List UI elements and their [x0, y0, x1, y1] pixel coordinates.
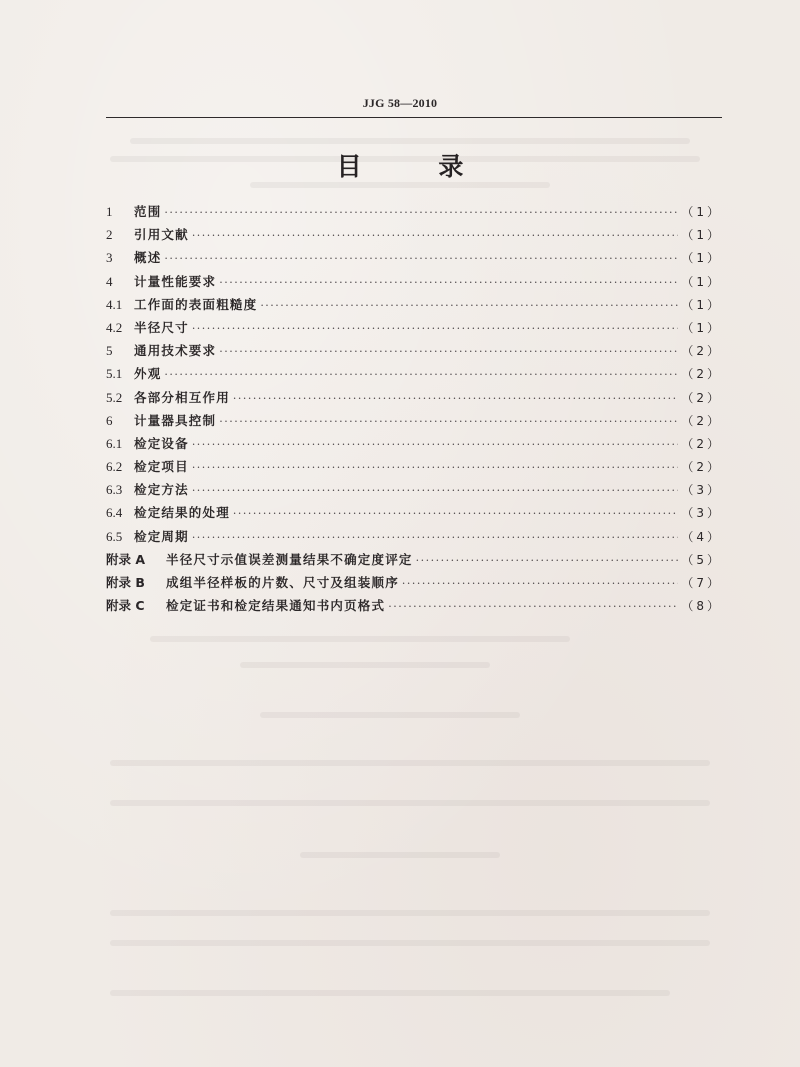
toc-entry[interactable]	[106, 455, 722, 478]
toc-entry-number: 1	[106, 204, 113, 219]
table-of-contents	[106, 200, 722, 617]
toc-entry-page: （2）	[681, 344, 722, 359]
toc-entry-number: 4	[106, 273, 113, 289]
header-rule	[106, 117, 722, 118]
toc-entry-label: 成组半径样板的片数、尺寸及组装顺序	[166, 575, 399, 590]
toc-leader-dots	[192, 224, 679, 247]
toc-entry-number: 6	[106, 412, 113, 428]
toc-entry[interactable]	[106, 270, 722, 293]
bleed-through-line	[150, 636, 570, 642]
toc-entry[interactable]	[106, 478, 722, 501]
toc-entry-number: 3	[106, 250, 113, 266]
bleed-through-line	[110, 760, 710, 766]
standard-code: JJG 58—2010	[362, 96, 438, 110]
toc-entry-label: 引用文献	[134, 227, 189, 243]
toc-entry-label: 检定方法	[134, 482, 189, 498]
toc-entry-number: 2	[106, 227, 113, 243]
toc-entry-page: （5）	[681, 552, 722, 567]
toc-entry[interactable]	[106, 409, 722, 432]
toc-entry[interactable]	[106, 548, 722, 571]
toc-entry-page: （1）	[681, 228, 722, 243]
bleed-through-line	[110, 800, 710, 806]
toc-leader-dots	[233, 387, 678, 410]
bleed-through-line	[130, 138, 690, 144]
toc-leader-dots	[388, 595, 678, 618]
toc-entry-page: （3）	[681, 506, 722, 521]
toc-entry-page: （4）	[681, 529, 722, 544]
toc-leader-dots	[192, 433, 679, 456]
toc-entry-label: 计量性能要求	[134, 273, 217, 289]
toc-entry-label: 各部分相互作用	[134, 389, 230, 405]
page-title: 目 录	[336, 152, 498, 181]
toc-entry-number: 5	[106, 343, 113, 359]
bleed-through-line	[110, 910, 710, 916]
toc-entry-page: （2）	[681, 460, 722, 475]
toc-entry[interactable]	[106, 293, 722, 316]
bleed-through-line	[110, 940, 710, 946]
toc-entry-label: 概述	[134, 250, 162, 266]
toc-entry-number: 5.2	[106, 389, 123, 405]
toc-entry-page: （1）	[681, 297, 722, 312]
toc-entry-label: 检定证书和检定结果通知书内页格式	[166, 598, 386, 614]
toc-entry[interactable]	[106, 432, 722, 455]
bleed-through-line	[110, 990, 670, 996]
toc-leader-dots	[192, 526, 679, 549]
toc-entry-label: 半径尺寸示值误差测量结果不确定度评定	[166, 551, 413, 567]
toc-entry-number: 6.3	[106, 482, 123, 498]
toc-entry-page: （8）	[681, 599, 722, 614]
toc-entry-label: 外观	[134, 366, 162, 382]
toc-entry-page: （1）	[681, 205, 722, 219]
toc-leader-dots	[233, 502, 678, 525]
toc-entry-number: 6.1	[106, 435, 123, 451]
toc-leader-dots	[260, 294, 678, 317]
toc-entry-label: 检定结果的处理	[134, 505, 230, 521]
toc-entry-page: （1）	[681, 274, 722, 289]
toc-entry-label: 计量器具控制	[134, 412, 217, 428]
toc-leader-dots	[192, 479, 679, 502]
toc-leader-dots	[192, 317, 679, 340]
toc-entry-page: （1）	[681, 251, 722, 266]
toc-entry-number: 4.2	[106, 319, 123, 335]
toc-entry[interactable]	[106, 594, 722, 617]
toc-entry[interactable]	[106, 571, 722, 594]
toc-entry[interactable]	[106, 200, 722, 223]
bleed-through-line	[240, 662, 490, 668]
toc-entry-page: （1）	[681, 320, 722, 335]
toc-entry[interactable]	[106, 386, 722, 409]
toc-entry-page: （2）	[681, 436, 722, 451]
toc-entry[interactable]	[106, 525, 722, 548]
toc-entry-page: （2）	[681, 390, 722, 405]
toc-leader-dots	[219, 271, 678, 294]
toc-leader-dots	[164, 363, 678, 386]
toc-leader-dots	[164, 247, 678, 270]
toc-entry-number: 附录 A	[106, 551, 146, 567]
toc-leader-dots	[192, 456, 679, 479]
toc-entry[interactable]	[106, 362, 722, 385]
toc-entry-label: 检定周期	[134, 528, 189, 544]
toc-leader-dots	[219, 340, 678, 363]
toc-entry-number: 附录 B	[106, 575, 145, 590]
toc-entry-label: 半径尺寸	[134, 319, 189, 335]
toc-entry-page: （2）	[681, 367, 722, 382]
toc-entry-page: （2）	[681, 413, 722, 428]
toc-entry-number: 6.4	[106, 505, 123, 521]
toc-leader-dots	[219, 410, 678, 433]
bleed-through-line	[260, 712, 520, 718]
toc-entry[interactable]	[106, 246, 722, 269]
toc-entry-number: 附录 C	[106, 598, 145, 614]
toc-entry-label: 检定项目	[134, 459, 189, 475]
toc-entry[interactable]	[106, 339, 722, 362]
toc-entry-number: 6.5	[106, 528, 123, 544]
bleed-through-line	[300, 852, 500, 858]
toc-entry-label: 检定设备	[134, 435, 189, 451]
toc-entry[interactable]	[106, 501, 722, 524]
toc-leader-dots	[164, 201, 678, 224]
toc-entry-page: （3）	[681, 483, 722, 498]
toc-leader-dots	[416, 549, 679, 572]
toc-entry-number: 4.1	[106, 296, 123, 312]
toc-entry-label: 范围	[134, 204, 162, 219]
toc-entry[interactable]	[106, 223, 722, 246]
toc-entry-number: 6.2	[106, 459, 123, 475]
toc-entry-page: （7）	[681, 576, 722, 590]
toc-entry-number: 5.1	[106, 366, 123, 382]
toc-entry-label: 工作面的表面粗糙度	[134, 296, 258, 312]
toc-leader-dots	[402, 572, 678, 595]
toc-entry[interactable]	[106, 316, 722, 339]
toc-entry-label: 通用技术要求	[134, 343, 217, 359]
